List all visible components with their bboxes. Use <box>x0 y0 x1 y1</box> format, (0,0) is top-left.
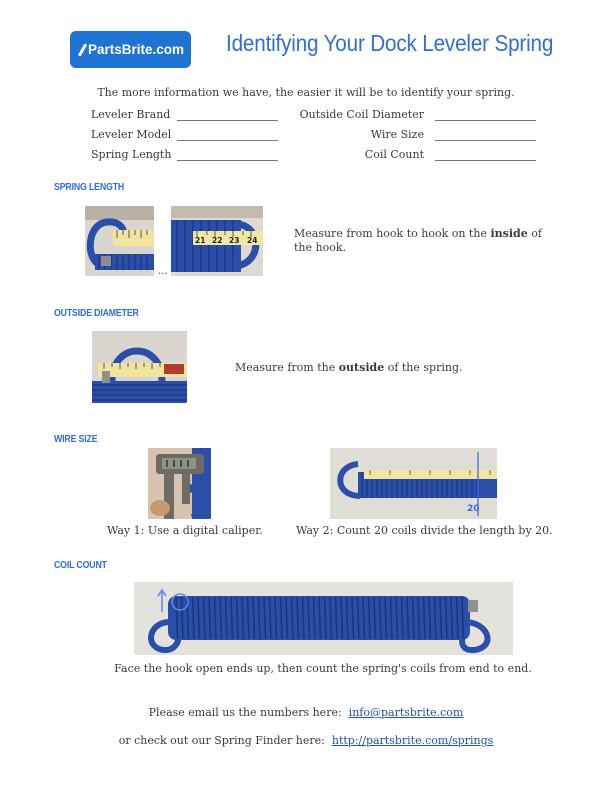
outside-diameter-description: Measure from the outside of the spring. <box>235 361 463 374</box>
field-line-coil-count[interactable] <box>435 160 536 161</box>
footer-finder-line <box>0 734 612 747</box>
spring-length-photo-right <box>171 206 263 276</box>
footer-finder-text: or check out our Spring Finder here: <box>118 734 325 747</box>
coil-count-description: Face the hook open ends up, then count the spring's coils from end to end. <box>114 662 532 675</box>
field-line-wire-size[interactable] <box>435 140 536 141</box>
section-heading-wire-size: WIRE SIZE <box>54 434 98 445</box>
footer-email-text: Please email us the numbers here: <box>148 706 342 719</box>
section-heading-coil-count: COIL COUNT <box>54 560 107 571</box>
field-label-spring-length: Spring Length <box>91 148 172 161</box>
spring-length-photo-left <box>85 206 154 276</box>
field-line-outside-coil-diameter[interactable] <box>435 120 536 121</box>
spring-finder-link[interactable]: http://partsbrite.com/springs <box>331 734 494 747</box>
section-heading-spring-length: SPRING LENGTH <box>54 182 125 193</box>
field-label-coil-count: Coil Count <box>364 148 424 161</box>
partsbrite-logo <box>70 31 191 68</box>
coil-count-marker: 20 <box>467 504 480 514</box>
tape-tick-23: 23 <box>229 236 240 245</box>
outside-diameter-photo <box>92 331 187 403</box>
spring-length-description: Measure from hook to hook on the inside of the hook. <box>294 227 542 254</box>
wire-size-coils-photo <box>330 448 497 519</box>
wire-size-caliper-photo <box>148 448 211 519</box>
spring-length-ellipsis: ... <box>158 266 168 277</box>
field-label-leveler-model: Leveler Model <box>91 128 172 141</box>
field-label-wire-size: Wire Size <box>370 128 424 141</box>
footer-email-line <box>0 706 612 719</box>
wire-size-way2-caption: Way 2: Count 20 coils divide the length by 20. <box>296 524 553 537</box>
wire-size-way1-caption: Way 1: Use a digital caliper. <box>107 524 263 537</box>
wrench-icon <box>78 43 88 57</box>
intro-text: The more information we have, the easier it will be to identify your spring. <box>97 86 515 99</box>
field-label-outside-coil-diameter: Outside Coil Diameter <box>299 108 424 121</box>
tape-tick-22: 22 <box>212 236 223 245</box>
coil-count-photo <box>134 582 513 655</box>
section-heading-outside-diameter: OUTSIDE DIAMETER <box>54 308 139 319</box>
page-title: Identifying Your Dock Leveler Spring <box>226 30 554 56</box>
tape-tick-24: 24 <box>247 236 258 245</box>
email-link[interactable]: info@partsbrite.com <box>348 706 464 719</box>
logo-text: PartsBrite.com <box>87 42 185 57</box>
tape-tick-21: 21 <box>195 236 206 245</box>
field-label-leveler-brand: Leveler Brand <box>91 108 171 121</box>
